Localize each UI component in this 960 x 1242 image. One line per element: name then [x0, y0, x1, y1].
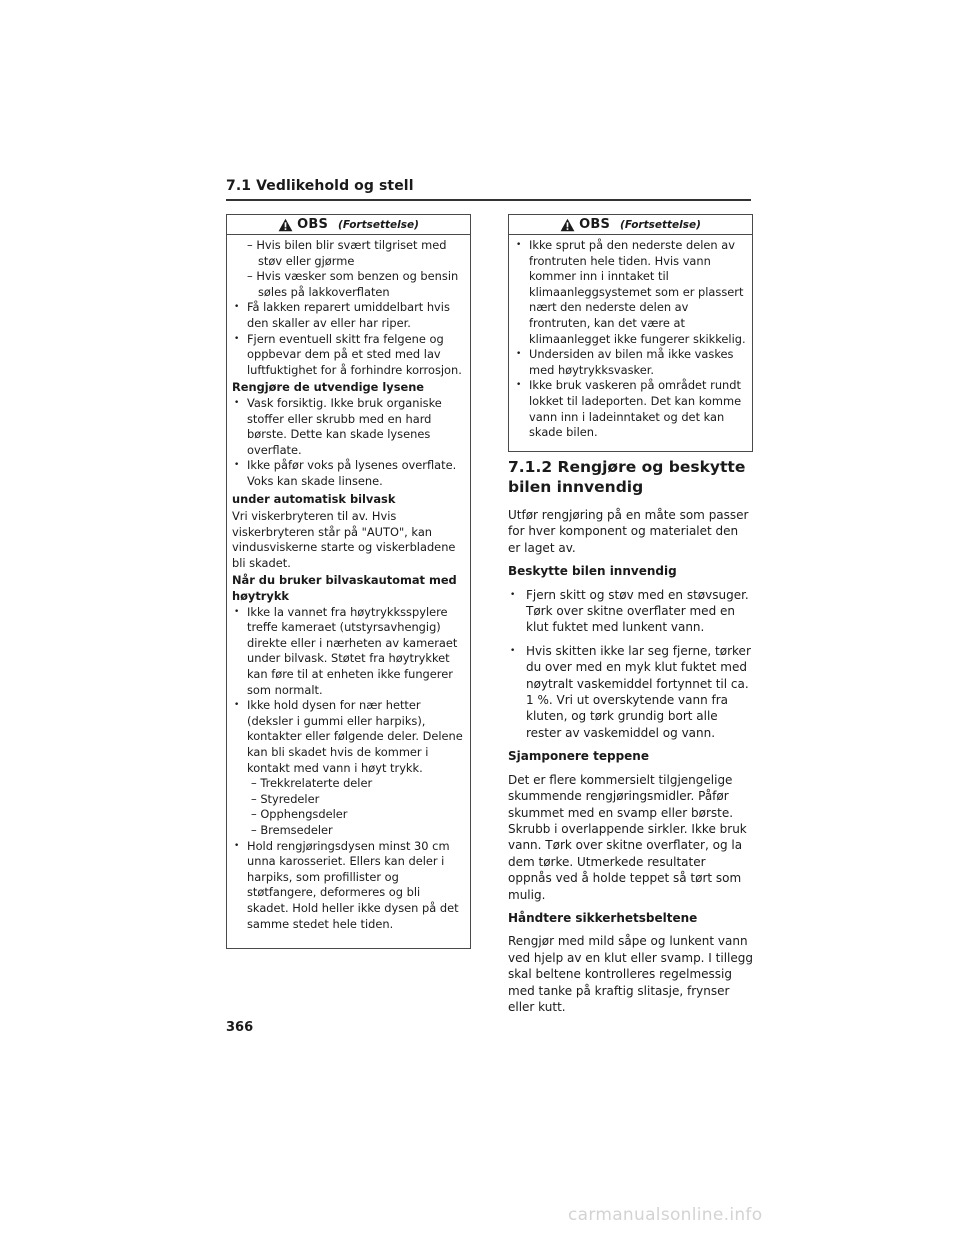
- warning-box-body: [227, 235, 470, 932]
- section-heading: 7.1.2 Rengjøre og beskytte bilen innvendig: [508, 458, 746, 496]
- warning-box-body: [509, 235, 752, 441]
- bullet-list: [508, 587, 753, 742]
- bullet-item: • Ikke bruk vaskeren på området rundt lokket til ladeporten. Det kan komme vann inn i ladeinntaket og det kan skade bilen.: [514, 378, 746, 440]
- bullet-item: • Ikke la vannet fra høytrykksspylere treffe kameraet (utstyrsavhengig) direkte eller i nærheten av kameraet under bilvask. Støtet fra høytrykket kan føre til at enheten ikke fungerer som normalt.: [232, 605, 464, 699]
- section-interior-cleaning: [508, 457, 753, 1022]
- bullet-item: • Ikke sprut på den nederste delen av frontruten hele tiden. Hvis vann kommer inn i inntaket til klimaanleggsystemet som er plassert nært den nederste delen av frontruten, kan det være at klimaanlegget ikke fungerer skikkelig.: [514, 238, 746, 347]
- watermark: carmanualsonline.info: [568, 1205, 763, 1225]
- bullet-item: • Hvis skitten ikke lar seg fjerne, tørker du over med en myk klut fuktet med nøytralt vaskemiddel fortynnet til ca. 1 %. Vri ut overskytende vann fra kluten, og tørk grundig bort alle rester av vaskemiddel og vann.: [508, 643, 753, 741]
- bullet-item-with-parts: [232, 698, 464, 838]
- header-title: 7.1 Vedlikehold og stell: [226, 178, 414, 194]
- continued-label: (Fortsettelse): [338, 218, 419, 231]
- warning-box-left: [226, 214, 471, 949]
- bullet-text: Ikke hold dysen for nær hetter (deksler i gummi eller harpiks), kontakter eller følgende deler. Delene kan bli skadet hvis de kommer i kontakt med vann i høyt trykk.: [247, 698, 463, 775]
- subheading-seatbelts: Håndtere sikkerhetsbeltene: [508, 910, 698, 925]
- subheading-protect: Beskytte bilen innvendig: [508, 564, 677, 579]
- subheading-high-pressure: Når du bruker bilvaskautomat med høytrykk: [232, 573, 457, 604]
- part-item: – Trekkrelaterte deler: [251, 776, 373, 791]
- page-header: [226, 178, 751, 201]
- bullet-item: • Ikke påfør voks på lysenes overflate. Voks kan skade linsene.: [232, 458, 464, 489]
- bullet-item: • Undersiden av bilen må ikke vaskes med høytrykksvasker.: [514, 347, 746, 378]
- dash-list: [232, 238, 464, 300]
- obs-label: OBS: [579, 217, 611, 232]
- warning-box-header: [227, 215, 470, 235]
- warning-box-right: [508, 214, 753, 452]
- part-item: – Bremsedeler: [251, 822, 333, 837]
- auto-wash-paragraph: Vri viskerbryteren til av. Hvis viskerbryteren står på "AUTO", kan vindusviskerne starte og viskerbladene bli skadet.: [232, 509, 456, 570]
- subheading-lights: Rengjøre de utvendige lysene: [232, 380, 425, 395]
- part-item: – Opphengsdeler: [251, 807, 348, 822]
- bullet-item: • Vask forsiktig. Ikke bruk organiske stoffer eller skrubb med en hard børste. Dette kan skade lysenes overflate.: [232, 396, 464, 458]
- subheading-auto-wash: under automatisk bilvask: [232, 491, 396, 506]
- warning-triangle-icon: [278, 218, 293, 232]
- bullet-list: [232, 396, 464, 490]
- bullet-item: • Fjern skitt og støv med en støvsuger. Tørk over skitne overflater med en klut fuktet med lunkent vann.: [508, 587, 753, 636]
- bullet-list: [514, 238, 746, 441]
- intro-paragraph: Utfør rengjøring på en måte som passer for hver komponent og materialet den er laget av.: [508, 508, 749, 555]
- bullet-item: • Fjern eventuell skitt fra felgene og oppbevar dem på et sted med lav luftfuktighet for å forhindre korrosjon.: [232, 332, 464, 379]
- part-item: – Styredeler: [251, 791, 320, 806]
- parts-list: [247, 776, 464, 838]
- seatbelts-paragraph: Rengjør med mild såpe og lunkent vann ved hjelp av en klut eller svamp. I tillegg skal beltene kontrolleres regelmessig med tanke på kraftig slitasje, frynser eller kutt.: [508, 934, 753, 1014]
- bullet-list: [232, 300, 464, 378]
- bullet-item: • Hold rengjøringsdysen minst 30 cm unna karosseriet. Ellers kan deler i harpiks, som profillister og støtfangere, deformeres og bli skadet. Hold heller ikke dysen på det samme stedet hele tiden.: [232, 839, 464, 933]
- carpet-paragraph: Det er flere kommersielt tilgjengelige skummende rengjøringsmidler. Påfør skummet med en svamp eller børste. Skrubb i overlappende sirkler. Ikke bruk vann. Tørk over skitne overflater, og la dem tørke. Utmerkede resultater oppnås ved å holde teppet så tørt som mulig.: [508, 772, 747, 902]
- page-number: 366: [226, 1020, 254, 1035]
- obs-label: OBS: [297, 217, 329, 232]
- warning-triangle-icon: [560, 218, 575, 232]
- subheading-carpets: Sjamponere teppene: [508, 749, 649, 764]
- header-rule: [226, 199, 751, 201]
- bullet-list: [232, 605, 464, 932]
- dash-item: – Hvis væsker som benzen og bensin søles på lakkoverflaten: [247, 269, 459, 299]
- bullet-item: • Få lakken reparert umiddelbart hvis den skaller av eller har riper.: [232, 300, 464, 331]
- warning-box-header: [509, 215, 752, 235]
- continued-label: (Fortsettelse): [620, 218, 701, 231]
- dash-item: – Hvis bilen blir svært tilgriset med støv eller gjørme: [247, 238, 447, 268]
